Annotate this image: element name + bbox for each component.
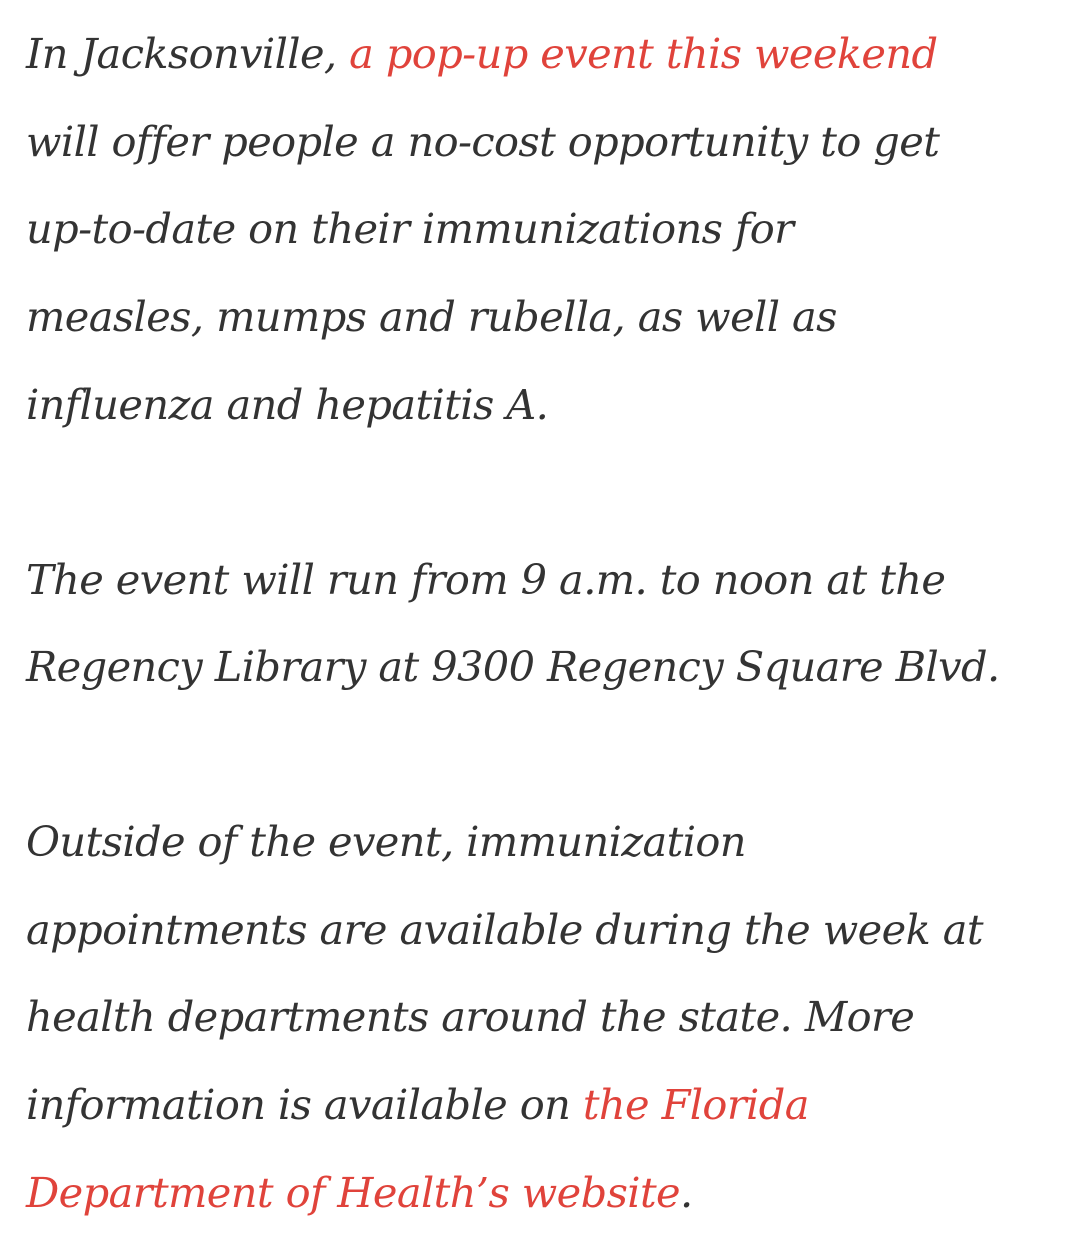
paragraph-line: appointments are available during the week at: [26, 904, 983, 954]
florida-health-website-link-continued[interactable]: Department of Health’s website: [26, 1167, 681, 1217]
paragraph-line: [26, 1061, 1066, 1149]
popup-event-link[interactable]: a pop-up event this weekend: [349, 29, 938, 78]
paragraph-line: influenza and hepatitis A.: [26, 379, 549, 429]
paragraph-text: In Jacksonville,: [26, 29, 350, 78]
paragraph-more-information: [26, 798, 1066, 1237]
article-body: [26, 10, 1066, 1236]
paragraph-line: [26, 10, 1066, 98]
paragraph-text: .: [680, 1167, 693, 1217]
paragraph-line: [26, 1149, 1066, 1237]
paragraph-line: up-to-date on their immunizations for: [26, 204, 794, 254]
paragraph-line: will offer people a no-cost opportunity to get: [26, 116, 940, 166]
paragraph-text: information is available on: [26, 1080, 583, 1130]
paragraph-line: health departments around the state. More: [26, 992, 915, 1042]
paragraph-line: measles, mumps and rubella, as well as: [26, 292, 837, 342]
paragraph-popup-event: [26, 10, 1066, 449]
paragraph-line: The event will run from 9 a.m. to noon at the: [26, 554, 946, 604]
paragraph-line: Outside of the event, immunization: [26, 816, 746, 866]
paragraph-line: Regency Library at 9300 Regency Square Blvd.: [26, 642, 1000, 692]
paragraph-event-details: [26, 536, 1066, 711]
florida-health-website-link[interactable]: the Florida: [582, 1080, 809, 1130]
